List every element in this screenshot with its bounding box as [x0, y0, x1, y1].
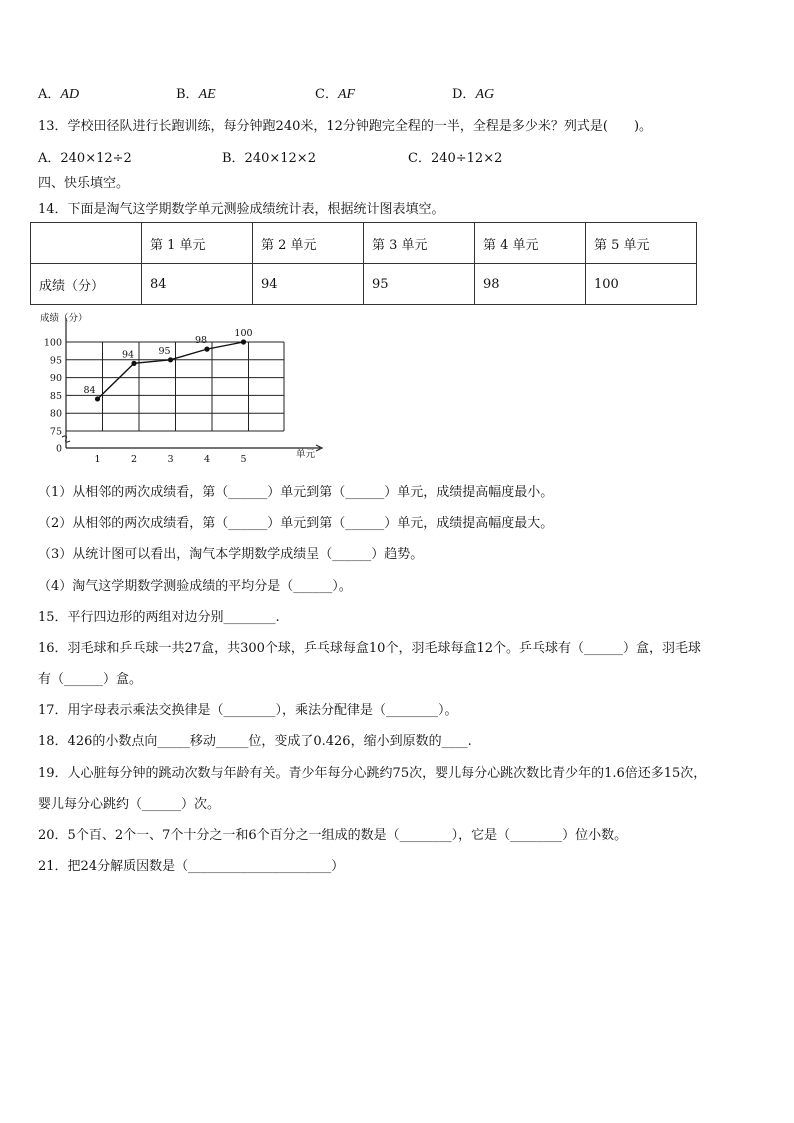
data-point — [241, 339, 246, 344]
q16-line-1: 16．羽毛球和乒乓球一共27盒，共300个球，乒乓球每盒10个，羽毛球每盒12个。乒乓球有（______）盒，羽毛球 — [38, 641, 701, 656]
q15-text: 15．平行四边形的两组对边分别________. — [38, 610, 280, 625]
q20-text: 20．5个百、2个一、7个十分之一和6个百分之一组成的数是（________），它是（________）位小数。 — [38, 828, 628, 843]
q19-line-1: 19．人心脏每分钟的跳动次数与年龄有关。青少年每分心跳约75次，婴儿每分心跳次数比青少年的1.6倍还多15次， — [38, 766, 707, 781]
chart-axes — [40, 312, 322, 465]
table-header-cell: 第 1 单元 — [142, 223, 253, 264]
table-cell: 94 — [253, 264, 364, 305]
x-tick-label: 1 — [94, 454, 101, 465]
table-row-label: 成绩（分） — [31, 264, 142, 305]
table-cell: 95 — [364, 264, 475, 305]
data-point — [131, 361, 136, 366]
y-tick-label: 85 — [49, 390, 62, 402]
table-header-cell: 第 3 单元 — [364, 223, 475, 264]
table-cell: 98 — [475, 264, 586, 305]
q17-text: 17．用字母表示乘法交换律是（________），乘法分配律是（________）。 — [38, 703, 458, 718]
x-axis-label: 单元 — [296, 449, 316, 460]
y-tick-label: 75 — [49, 426, 62, 438]
data-label: 94 — [121, 349, 135, 361]
data-point — [95, 396, 100, 401]
q12-option-a: A．AD — [38, 87, 80, 102]
y-axis-label: 成绩（分） — [40, 313, 88, 324]
table-header-cell — [31, 223, 142, 264]
table-cell: 100 — [586, 264, 697, 305]
table-header-cell: 第 4 单元 — [475, 223, 586, 264]
q13-option-c: C．240÷12×2 — [408, 151, 503, 166]
table-header-cell: 第 2 单元 — [253, 223, 364, 264]
y-tick-label: 0 — [55, 443, 62, 455]
y-tick-label: 90 — [49, 373, 62, 385]
y-tick-label: 80 — [49, 408, 62, 420]
table-header-cell: 第 5 单元 — [586, 223, 697, 264]
table-header-row — [31, 223, 697, 264]
q14-sub-4: （4）淘气这学期数学测验成绩的平均分是（______）。 — [38, 579, 352, 594]
data-label: 84 — [83, 384, 96, 396]
q21-text: 21．把24分解质因数是（______________________） — [38, 859, 345, 874]
x-tick-label: 2 — [130, 454, 138, 465]
q13-option-a: A．240×12÷2 — [38, 151, 132, 166]
q14-text: 14．下面是淘气这学期数学单元测验成绩统计表，根据统计图表填空。 — [38, 202, 445, 217]
q14-sub-3: （3）从统计图可以看出，淘气本学期数学成绩呈（______）趋势。 — [38, 547, 424, 562]
q13-option-b: B．240×12×2 — [222, 151, 316, 166]
y-tick-label: 95 — [49, 355, 62, 367]
chart-grid — [66, 342, 284, 431]
q18-text: 18．426的小数点向_____移动_____位，变成了0.426，缩小到原数的____. — [38, 734, 472, 749]
table-row — [31, 264, 697, 305]
data-label: 100 — [234, 328, 253, 339]
y-tick-label: 100 — [43, 337, 62, 349]
q14-sub-2: （2）从相邻的两次成绩看，第（______）单元到第（______）单元，成绩提高幅度最大。 — [38, 516, 554, 531]
q14-sub-1: （1）从相邻的两次成绩看，第（______）单元到第（______）单元，成绩提高幅度最小。 — [38, 485, 554, 500]
x-tick-label: 4 — [203, 454, 211, 465]
q12-option-d: D．AG — [452, 87, 495, 102]
q12-option-c: C．AF — [315, 87, 356, 102]
q16-line-2: 有（______）盒。 — [38, 672, 143, 687]
scores-table — [30, 222, 697, 305]
x-tick-label: 5 — [240, 454, 247, 465]
data-label: 98 — [194, 335, 208, 347]
q19-line-2: 婴儿每分心跳约（______）次。 — [38, 797, 221, 812]
data-label: 95 — [158, 345, 171, 357]
q12-option-b: B．AE — [176, 87, 216, 102]
data-point — [168, 357, 173, 362]
q13-text: 13．学校田径队进行长跑训练，每分钟跑240米，12分钟跑完全程的一半，全程是多少米？列式是( )。 — [38, 119, 653, 134]
x-tick-label: 3 — [167, 454, 174, 465]
table-cell: 84 — [142, 264, 253, 305]
chart-marks — [83, 328, 252, 402]
line-chart — [38, 310, 338, 470]
data-point — [204, 347, 209, 352]
section-heading: 四、快乐填空。 — [38, 176, 130, 191]
